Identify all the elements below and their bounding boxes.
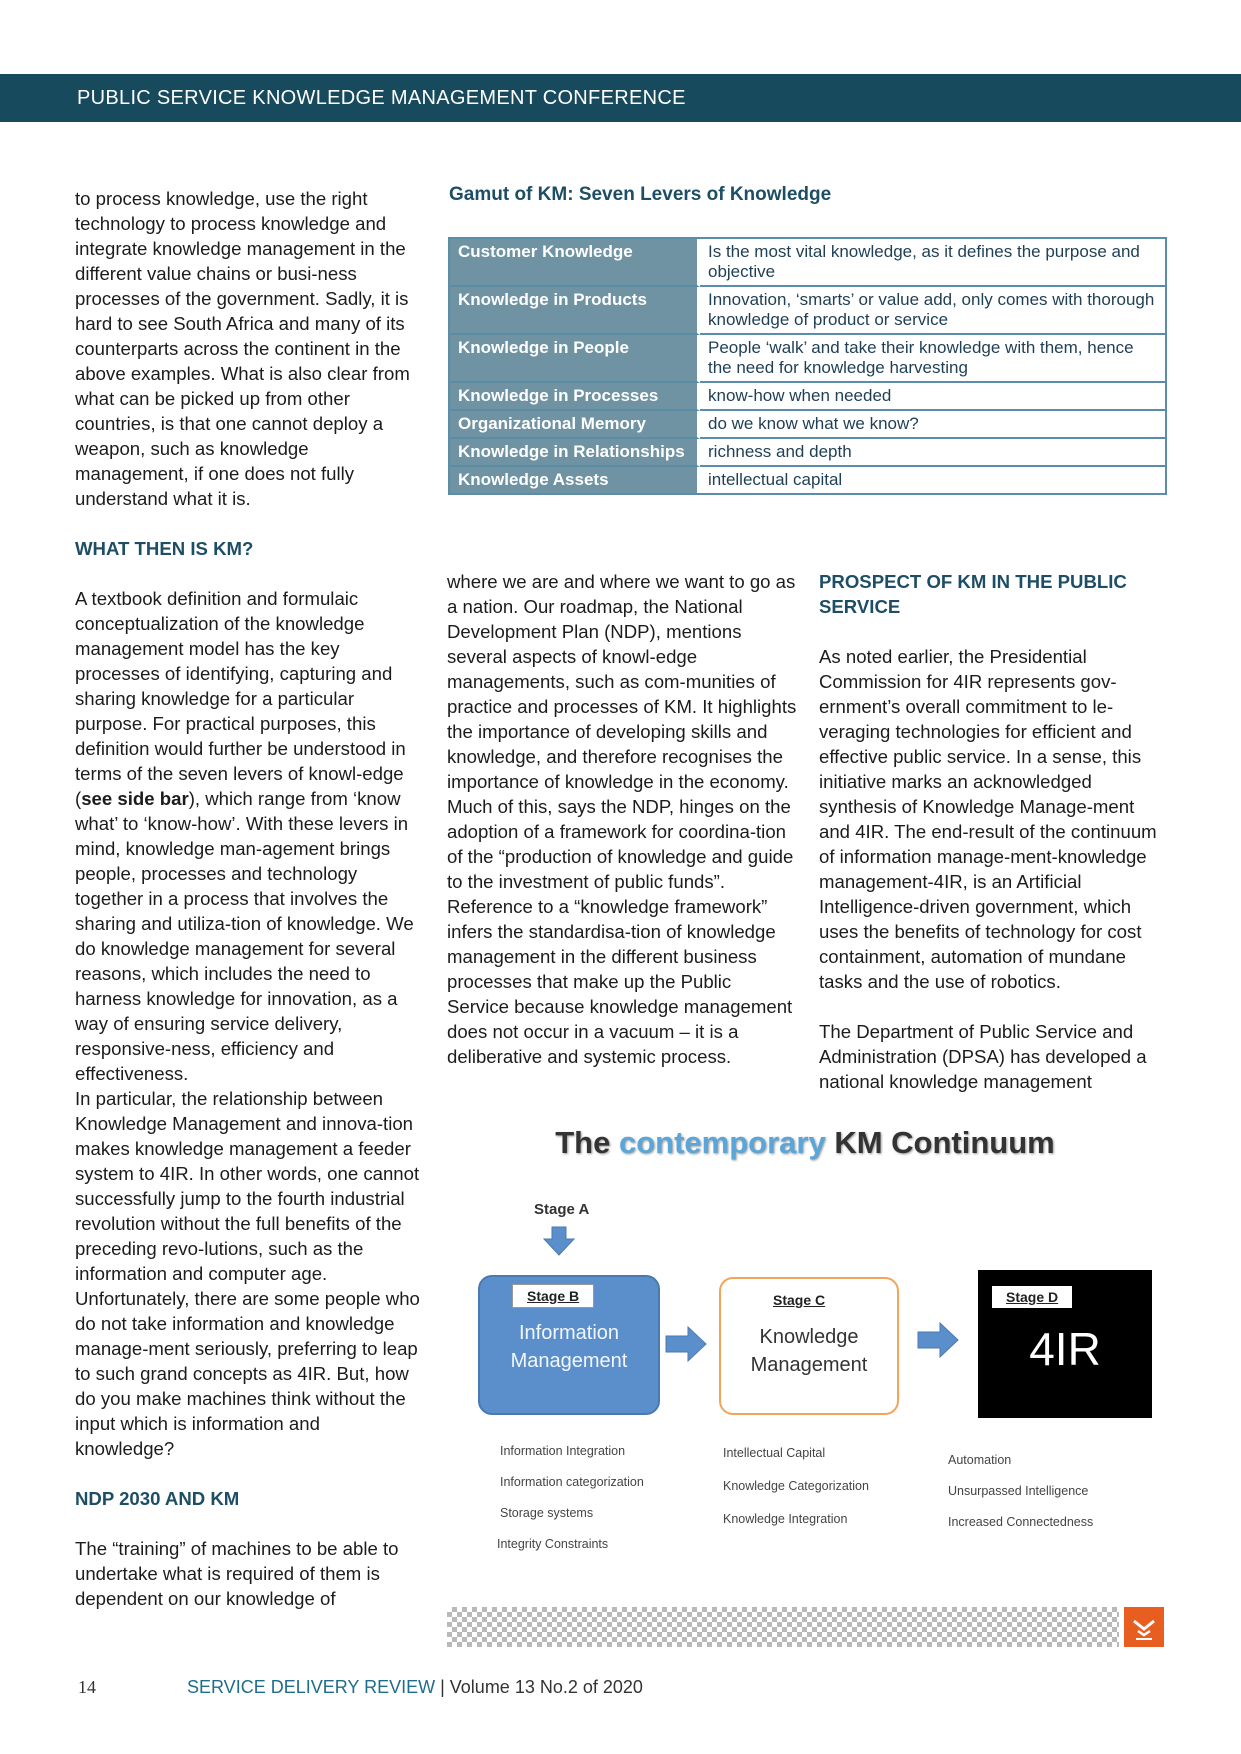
km-continuum-diagram <box>440 1125 1180 1565</box>
lever-name: Organizational Memory <box>450 411 700 439</box>
paragraph: where we are and where we want to go as a nation. Our roadmap, the National Development Plan (NDP), mentions several aspects of knowl-edge managements, such as com-munities of practice and processes of KM. It highlights the importance of developing skills and knowledge, and therefore recognises the importance of knowledge in the economy. Much of this, says the NDP, hinges on the adoption of a framework for coordina-tion of the “production of knowledge and guide to the investment of public funds”. Reference to a “knowledge framework” infers the standardisa-tion of knowledge management in the different business processes that make up the Public Service because knowledge management does not occur in a vacuum – it is a deliberative and systemic process. <box>447 571 797 1067</box>
lever-name: Knowledge in Products <box>450 287 700 335</box>
section-heading: PROSPECT OF KM IN THE PUBLIC SERVICE <box>819 571 1127 617</box>
stage-c-items <box>723 1437 869 1536</box>
table-row <box>450 335 1165 383</box>
lever-name: Knowledge in Relationships <box>450 439 700 467</box>
levers-table <box>448 237 1167 495</box>
right-column <box>819 569 1169 1094</box>
page-number: 14 <box>78 1677 96 1697</box>
levers-title: Gamut of KM: Seven Levers of Knowledge <box>449 184 832 205</box>
table-row <box>450 383 1165 411</box>
paragraph: The “training” of machines to be able to undertake what is required of them is dependent on our knowledge of <box>75 1538 399 1609</box>
stage-d-label: Stage D <box>992 1286 1072 1308</box>
right-arrow-icon <box>664 1325 708 1363</box>
stage-c-label: Stage C <box>759 1289 839 1311</box>
lever-description: Innovation, ‘smarts’ or value add, only comes with thorough knowledge of product or service <box>700 287 1165 335</box>
paragraph: As noted earlier, the Presidential Commission for 4IR represents gov-ernment’s overall commitment to le-veraging technologies for efficient and effective public service. In a sense, this initiative marks an acknowledged synthesis of Knowledge Manage-ment and 4IR. The end-result of the continuum of information manage-ment-knowledge management-4IR, is an Artificial Intelligence-driven government, which uses the benefits of technology for cost containment, automation of mundane tasks and the use of robotics. <box>819 646 1157 992</box>
table-row <box>450 411 1165 439</box>
stage-c-text: Knowledge Management <box>750 1326 868 1376</box>
lever-name: Knowledge in Processes <box>450 383 700 411</box>
table-row <box>450 467 1165 493</box>
lever-description: know-how when needed <box>700 383 1165 411</box>
lever-description: People ‘walk’ and take their knowledge with them, hence the need for knowledge harvesting <box>700 335 1165 383</box>
lever-name: Knowledge in People <box>450 335 700 383</box>
stage-b-box <box>478 1275 660 1415</box>
list-item: Unsurpassed Intelligence <box>948 1484 1089 1498</box>
paragraph: A textbook definition and formulaic conceptualization of the knowledge management model has the key processes of identifying, capturing and sharing knowledge for a particular purpose. For practical purposes, this definition would further be understood in terms of the seven levers of knowl-edge (see side bar), which range from ‘know what’ to ‘know-how’. With these levers in mind, knowledge man-agement brings people, processes and technology together in a process that involves the sharing and utiliza-tion of knowledge. We do knowledge management for several reasons, which includes the need to harness knowledge for innovation, as a way of ensuring service delivery, responsive-ness, efficiency and effectiveness. <box>75 588 414 1084</box>
emblem-icon <box>1124 1607 1164 1647</box>
table-row <box>450 439 1165 467</box>
list-item: Information Integration <box>500 1444 626 1458</box>
list-item: Intellectual Capital <box>723 1446 826 1460</box>
lever-description: do we know what we know? <box>700 411 1165 439</box>
section-heading: WHAT THEN IS KM? <box>75 538 254 559</box>
right-arrow-icon <box>916 1321 960 1359</box>
list-item: Knowledge Categorization <box>723 1479 869 1493</box>
left-column <box>75 186 420 1611</box>
down-arrow-icon <box>542 1225 576 1259</box>
stage-b-label: Stage B <box>512 1284 594 1308</box>
stage-b-text: Information Management <box>510 1322 628 1372</box>
list-item: Knowledge Integration <box>723 1512 848 1526</box>
list-item: Information categorization <box>500 1475 644 1489</box>
stage-a-label: Stage A <box>534 1201 590 1218</box>
middle-column <box>447 569 797 1069</box>
paragraph: to process knowledge, use the right technology to process knowledge and integrate knowledge management in the different value chains or busi-ness processes of the government. Sadly, it is hard to see South Africa and many of its counterparts across the continent in the above examples. What is also clear from what can be picked up from other countries, is that one cannot deploy a weapon, such as knowledge management, if one does not fully understand what it is. <box>75 188 410 509</box>
paragraph: In particular, the relationship between Knowledge Management and innova-tion makes knowledge management a feeder system to 4IR. In other words, one cannot successfully jump to the fourth industrial revolution without the full benefits of the preceding revo-lutions, such as the information and computer age. Unfortunately, there are some people who do not take information and knowledge manage-ment seriously, preferring to leap to such grand concepts as 4IR. But, how do you make machines think without the input which is information and knowledge? <box>75 1088 420 1459</box>
stage-d-text: 4IR <box>1029 1323 1101 1375</box>
table-row <box>450 239 1165 287</box>
stage-c-box <box>719 1277 899 1415</box>
stage-d-items <box>948 1445 1093 1538</box>
section-heading: NDP 2030 AND KM <box>75 1488 240 1509</box>
side-bar-reference: see side bar <box>81 788 189 809</box>
lever-description: richness and depth <box>700 439 1165 467</box>
header-title: PUBLIC SERVICE KNOWLEDGE MANAGEMENT CONFERENCE <box>77 87 686 109</box>
lever-description: intellectual capital <box>700 467 1165 493</box>
dpsa-logo <box>1124 1607 1164 1647</box>
list-item: Storage systems <box>500 1506 594 1520</box>
list-item: Increased Connectedness <box>948 1515 1094 1529</box>
stage-b-items <box>497 1436 644 1560</box>
list-item: Integrity Constraints <box>497 1537 609 1551</box>
decorative-checker-strip <box>447 1607 1119 1647</box>
diagram-title: The contemporary KM Continuum <box>555 1125 1055 1160</box>
footer-publication: SERVICE DELIVERY REVIEW | Volume 13 No.2 of 2020 <box>187 1677 643 1697</box>
page-header <box>0 74 1241 122</box>
stage-d-box <box>978 1270 1152 1418</box>
list-item: Automation <box>948 1453 1012 1467</box>
lever-name: Knowledge Assets <box>450 467 700 493</box>
lever-name: Customer Knowledge <box>450 239 700 287</box>
paragraph: The Department of Public Service and Administration (DPSA) has developed a national knowledge management <box>819 1021 1147 1092</box>
table-row <box>450 287 1165 335</box>
lever-description: Is the most vital knowledge, as it defines the purpose and objective <box>700 239 1165 287</box>
